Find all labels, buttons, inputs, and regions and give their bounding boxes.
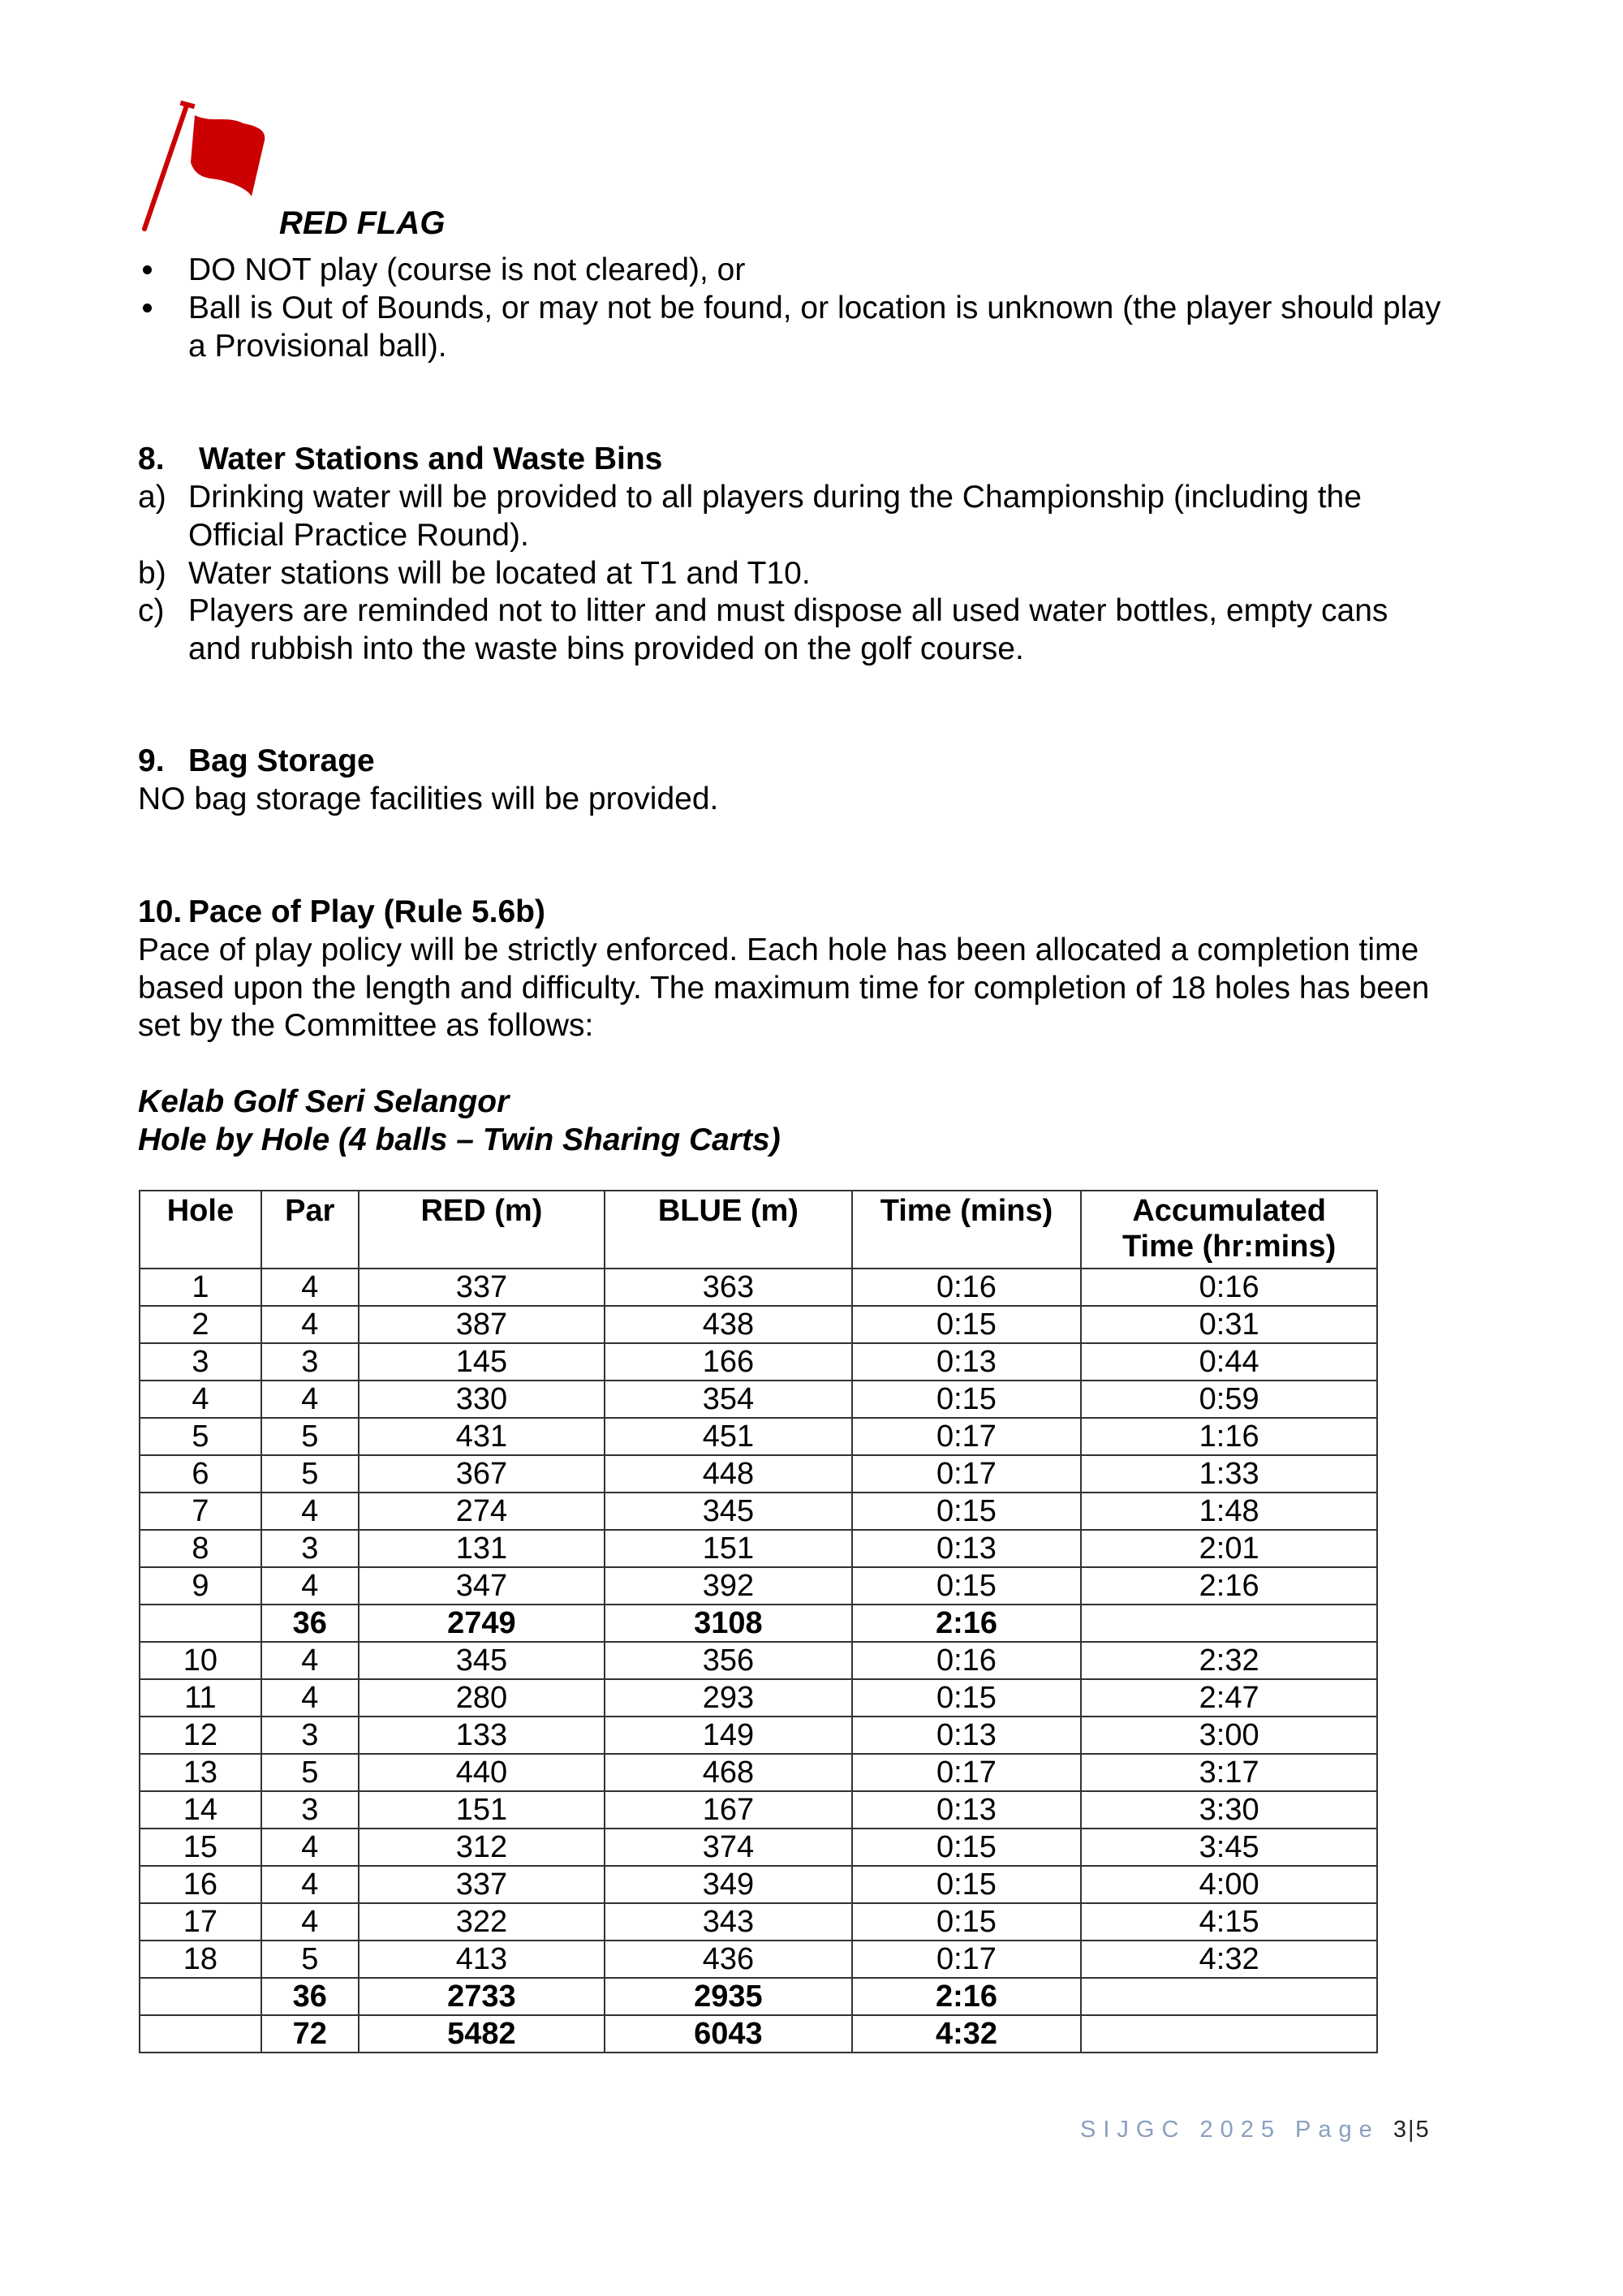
cell-hole: 9 <box>140 1567 261 1605</box>
table-row <box>140 1717 1377 1754</box>
section-10-body-line: based upon the length and difficulty. The maximum time for completion of 18 holes has been <box>138 971 1430 1006</box>
cell-hole: 13 <box>140 1754 261 1791</box>
cell-time: 0:16 <box>852 1642 1082 1679</box>
cell-par: 3 <box>261 1717 359 1754</box>
table-row <box>140 1754 1377 1791</box>
cell-blue-distance: 363 <box>605 1269 852 1306</box>
total-pages: 5 <box>1415 2117 1431 2143</box>
cell-accumulated-time: 2:16 <box>1081 1567 1377 1605</box>
cell-hole: 1 <box>140 1269 261 1306</box>
pace-of-play-table <box>139 1190 1378 2053</box>
cell-hole: 15 <box>140 1829 261 1866</box>
cell-par: 4 <box>261 1493 359 1530</box>
cell-blue-distance: 349 <box>605 1866 852 1903</box>
cell-accumulated-time: 4:32 <box>1081 1941 1377 1978</box>
cell-hole: 3 <box>140 1343 261 1381</box>
table-total-row <box>140 1605 1377 1642</box>
cell-accumulated-time <box>1081 1978 1377 2015</box>
section-9-number: 9. <box>138 743 165 778</box>
table-header-row <box>140 1191 1377 1269</box>
table-row <box>140 1418 1377 1455</box>
cell-accumulated-time: 1:16 <box>1081 1418 1377 1455</box>
item-marker: a) <box>138 480 166 515</box>
table-row <box>140 1903 1377 1941</box>
cell-time: 0:15 <box>852 1903 1082 1941</box>
cell-hole: 2 <box>140 1306 261 1343</box>
cell-accumulated-time: 2:01 <box>1081 1530 1377 1567</box>
cell-par: 4 <box>261 1306 359 1343</box>
bullet-text: DO NOT play (course is not cleared), or <box>188 252 746 287</box>
cell-accumulated-time: 2:47 <box>1081 1679 1377 1717</box>
cell-accumulated-time: 3:30 <box>1081 1791 1377 1829</box>
cell-red-distance: 367 <box>359 1455 605 1493</box>
table-row <box>140 1866 1377 1903</box>
cell-time: 2:16 <box>852 1978 1082 2015</box>
cell-accumulated-time <box>1081 2015 1377 2053</box>
cell-hole: 16 <box>140 1866 261 1903</box>
cell-red-distance: 145 <box>359 1343 605 1381</box>
table-row <box>140 1269 1377 1306</box>
page-number: 3 <box>1393 2117 1408 2143</box>
cell-par: 72 <box>261 2015 359 2053</box>
cell-blue-distance: 354 <box>605 1381 852 1418</box>
cell-time: 0:17 <box>852 1418 1082 1455</box>
cell-red-distance: 322 <box>359 1903 605 1941</box>
cell-hole: 10 <box>140 1642 261 1679</box>
table-row <box>140 1306 1377 1343</box>
item-text-continuation: Official Practice Round). <box>188 518 529 553</box>
section-8-number: 8. <box>138 442 165 476</box>
cell-par: 3 <box>261 1530 359 1567</box>
cell-red-distance: 440 <box>359 1754 605 1791</box>
bullet-text: Ball is Out of Bounds, or may not be found, or location is unknown (the player should play <box>188 291 1441 325</box>
cell-accumulated-time <box>1081 1605 1377 1642</box>
cell-red-distance: 280 <box>359 1679 605 1717</box>
cell-par: 5 <box>261 1418 359 1455</box>
cell-blue-distance: 345 <box>605 1493 852 1530</box>
table-caption: Hole by Hole (4 balls – Twin Sharing Carts) <box>138 1122 781 1157</box>
item-text: Drinking water will be provided to all players during the Championship (including the <box>188 480 1362 515</box>
course-name: Kelab Golf Seri Selangor <box>138 1084 510 1119</box>
cell-time: 0:15 <box>852 1493 1082 1530</box>
cell-accumulated-time: 1:48 <box>1081 1493 1377 1530</box>
cell-par: 5 <box>261 1941 359 1978</box>
item-text: Players are reminded not to litter and must dispose all used water bottles, empty cans <box>188 593 1388 628</box>
table-row <box>140 1941 1377 1978</box>
cell-blue-distance: 448 <box>605 1455 852 1493</box>
red-flag-icon <box>138 99 284 237</box>
item-text: Water stations will be located at T1 and T10. <box>188 556 811 591</box>
cell-blue-distance: 392 <box>605 1567 852 1605</box>
cell-accumulated-time: 3:00 <box>1081 1717 1377 1754</box>
column-header-blue: BLUE (m) <box>605 1191 852 1269</box>
cell-time: 0:16 <box>852 1269 1082 1306</box>
table-row <box>140 1530 1377 1567</box>
table-row <box>140 1381 1377 1418</box>
cell-blue-distance: 3108 <box>605 1605 852 1642</box>
footer-label: SIJGC 2025 Page <box>1080 2117 1380 2143</box>
cell-par: 36 <box>261 1978 359 2015</box>
cell-accumulated-time: 4:00 <box>1081 1866 1377 1903</box>
page-separator: | <box>1407 2117 1416 2143</box>
table-row <box>140 1791 1377 1829</box>
section-9-heading: Bag Storage <box>188 743 375 778</box>
cell-par: 3 <box>261 1791 359 1829</box>
cell-par: 4 <box>261 1829 359 1866</box>
cell-time: 0:17 <box>852 1941 1082 1978</box>
column-header-time: Time (mins) <box>852 1191 1082 1269</box>
column-header-hole: Hole <box>140 1191 261 1269</box>
page-footer <box>1080 2117 1431 2143</box>
cell-hole: 7 <box>140 1493 261 1530</box>
cell-red-distance: 387 <box>359 1306 605 1343</box>
cell-par: 4 <box>261 1381 359 1418</box>
table-row <box>140 1679 1377 1717</box>
table-total-row <box>140 1978 1377 2015</box>
cell-accumulated-time: 3:45 <box>1081 1829 1377 1866</box>
cell-red-distance: 345 <box>359 1642 605 1679</box>
cell-time: 0:15 <box>852 1829 1082 1866</box>
cell-par: 5 <box>261 1455 359 1493</box>
cell-time: 0:15 <box>852 1866 1082 1903</box>
cell-blue-distance: 2935 <box>605 1978 852 2015</box>
cell-blue-distance: 293 <box>605 1679 852 1717</box>
table-row <box>140 1567 1377 1605</box>
cell-blue-distance: 356 <box>605 1642 852 1679</box>
cell-hole: 8 <box>140 1530 261 1567</box>
section-10-body-line: Pace of play policy will be strictly enforced. Each hole has been allocated a completion time <box>138 933 1419 967</box>
cell-blue-distance: 149 <box>605 1717 852 1754</box>
cell-hole <box>140 2015 261 2053</box>
cell-time: 0:13 <box>852 1343 1082 1381</box>
cell-red-distance: 330 <box>359 1381 605 1418</box>
table-total-row <box>140 2015 1377 2053</box>
table-row <box>140 1642 1377 1679</box>
cell-blue-distance: 436 <box>605 1941 852 1978</box>
column-header-red: RED (m) <box>359 1191 605 1269</box>
cell-red-distance: 312 <box>359 1829 605 1866</box>
cell-hole <box>140 1978 261 2015</box>
cell-par: 3 <box>261 1343 359 1381</box>
cell-time: 0:15 <box>852 1306 1082 1343</box>
item-marker: c) <box>138 593 165 628</box>
cell-time: 0:13 <box>852 1530 1082 1567</box>
cell-red-distance: 133 <box>359 1717 605 1754</box>
header-line: Accumulated <box>1132 1194 1326 1228</box>
cell-accumulated-time: 4:15 <box>1081 1903 1377 1941</box>
cell-hole: 17 <box>140 1903 261 1941</box>
cell-accumulated-time: 0:59 <box>1081 1381 1377 1418</box>
item-text-continuation: and rubbish into the waste bins provided on the golf course. <box>188 631 1024 666</box>
cell-blue-distance: 343 <box>605 1903 852 1941</box>
cell-hole: 14 <box>140 1791 261 1829</box>
cell-par: 4 <box>261 1866 359 1903</box>
cell-red-distance: 151 <box>359 1791 605 1829</box>
table-row <box>140 1493 1377 1530</box>
cell-time: 0:15 <box>852 1567 1082 1605</box>
cell-blue-distance: 151 <box>605 1530 852 1567</box>
column-header-par: Par <box>261 1191 359 1269</box>
cell-time: 0:15 <box>852 1679 1082 1717</box>
cell-par: 5 <box>261 1754 359 1791</box>
cell-hole <box>140 1605 261 1642</box>
cell-blue-distance: 468 <box>605 1754 852 1791</box>
cell-accumulated-time: 1:33 <box>1081 1455 1377 1493</box>
cell-hole: 11 <box>140 1679 261 1717</box>
cell-red-distance: 2749 <box>359 1605 605 1642</box>
cell-time: 0:13 <box>852 1717 1082 1754</box>
cell-red-distance: 413 <box>359 1941 605 1978</box>
table-row <box>140 1829 1377 1866</box>
cell-par: 4 <box>261 1679 359 1717</box>
section-8-heading: Water Stations and Waste Bins <box>199 442 663 476</box>
cell-red-distance: 131 <box>359 1530 605 1567</box>
cell-blue-distance: 374 <box>605 1829 852 1866</box>
cell-time: 4:32 <box>852 2015 1082 2053</box>
table-row <box>140 1455 1377 1493</box>
section-10-heading: Pace of Play (Rule 5.6b) <box>188 894 545 929</box>
cell-time: 0:15 <box>852 1381 1082 1418</box>
cell-blue-distance: 6043 <box>605 2015 852 2053</box>
cell-red-distance: 337 <box>359 1866 605 1903</box>
cell-time: 0:13 <box>852 1791 1082 1829</box>
cell-hole: 18 <box>140 1941 261 1978</box>
cell-hole: 4 <box>140 1381 261 1418</box>
cell-accumulated-time: 2:32 <box>1081 1642 1377 1679</box>
red-flag-title: RED FLAG <box>279 205 446 241</box>
cell-red-distance: 274 <box>359 1493 605 1530</box>
section-9-body: NO bag storage facilities will be provided. <box>138 782 719 816</box>
item-marker: b) <box>138 556 166 591</box>
cell-blue-distance: 438 <box>605 1306 852 1343</box>
cell-accumulated-time: 3:17 <box>1081 1754 1377 1791</box>
cell-time: 0:17 <box>852 1754 1082 1791</box>
cell-par: 4 <box>261 1642 359 1679</box>
cell-red-distance: 5482 <box>359 2015 605 2053</box>
section-10-body-line: set by the Committee as follows: <box>138 1008 594 1043</box>
table-row <box>140 1343 1377 1381</box>
cell-par: 4 <box>261 1269 359 1306</box>
column-header-accumulated <box>1081 1191 1377 1269</box>
cell-hole: 5 <box>140 1418 261 1455</box>
header-line: Time (hr:mins) <box>1122 1230 1337 1264</box>
cell-accumulated-time: 0:31 <box>1081 1306 1377 1343</box>
cell-accumulated-time: 0:16 <box>1081 1269 1377 1306</box>
bullet-text-continuation: a Provisional ball). <box>188 329 447 364</box>
cell-time: 0:17 <box>852 1455 1082 1493</box>
cell-blue-distance: 166 <box>605 1343 852 1381</box>
cell-accumulated-time: 0:44 <box>1081 1343 1377 1381</box>
cell-red-distance: 337 <box>359 1269 605 1306</box>
cell-time: 2:16 <box>852 1605 1082 1642</box>
cell-red-distance: 347 <box>359 1567 605 1605</box>
cell-par: 36 <box>261 1605 359 1642</box>
cell-par: 4 <box>261 1903 359 1941</box>
cell-red-distance: 431 <box>359 1418 605 1455</box>
cell-red-distance: 2733 <box>359 1978 605 2015</box>
section-10-number: 10. <box>138 894 183 929</box>
cell-hole: 12 <box>140 1717 261 1754</box>
cell-blue-distance: 167 <box>605 1791 852 1829</box>
cell-hole: 6 <box>140 1455 261 1493</box>
cell-par: 4 <box>261 1567 359 1605</box>
cell-blue-distance: 451 <box>605 1418 852 1455</box>
